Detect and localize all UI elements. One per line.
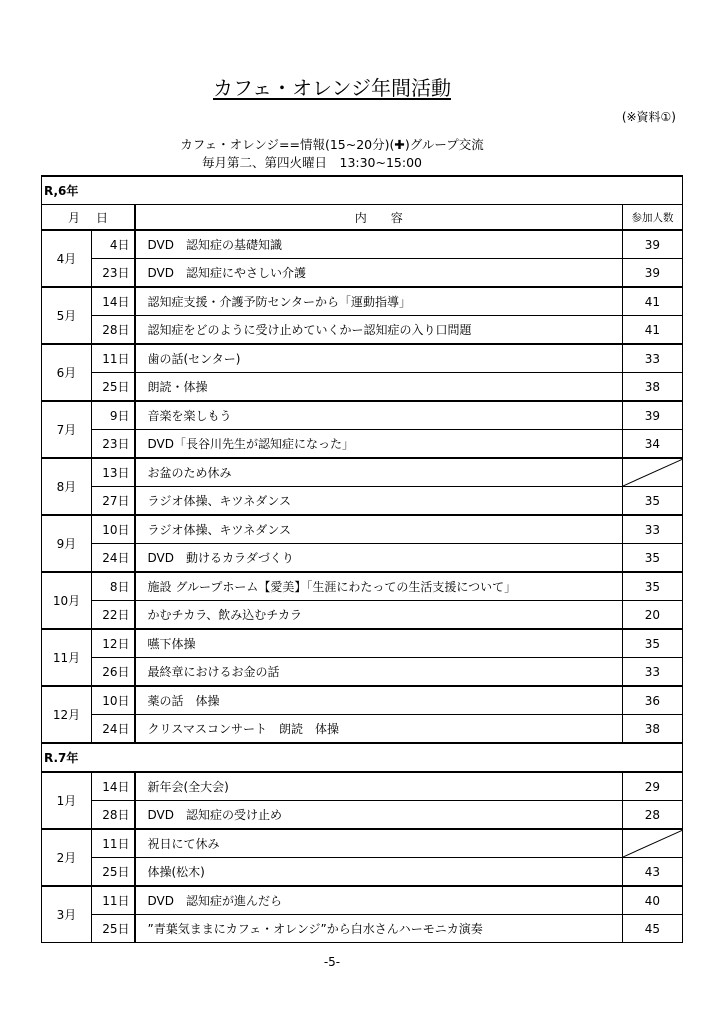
table-row xyxy=(42,572,683,601)
content-cell: 朗読・体操 xyxy=(135,373,623,402)
content-cell: DVD「長谷川先生が認知症になった」 xyxy=(135,430,623,459)
era-row-r6 xyxy=(42,176,683,205)
content-cell: 音楽を楽しもう xyxy=(135,401,623,430)
count-cell: 39 xyxy=(623,230,683,259)
day-cell: 24日 xyxy=(92,544,135,573)
table-row xyxy=(42,287,683,316)
content-cell: ラジオ体操、キツネダンス xyxy=(135,487,623,516)
day-cell: 11日 xyxy=(92,886,135,915)
month-cell: 8月 xyxy=(42,458,92,515)
count-cell: 38 xyxy=(623,373,683,402)
table-row xyxy=(42,515,683,544)
content-cell: 施設 グループホーム【愛美】「生涯にわたっての生活支援について」 xyxy=(135,572,623,601)
day-cell: 8日 xyxy=(92,572,135,601)
era-label: R,6年 xyxy=(42,176,683,205)
content-cell: 歯の話(センター) xyxy=(135,344,623,373)
day-cell: 14日 xyxy=(92,287,135,316)
count-cell: 40 xyxy=(623,886,683,915)
table-row xyxy=(42,316,683,345)
content-cell: お盆のため休み xyxy=(135,458,623,487)
day-cell: 24日 xyxy=(92,715,135,744)
table-row xyxy=(42,915,683,943)
no-count-cell xyxy=(623,458,683,487)
program-description: カフェ・オレンジ==情報(15~20分)(✚)グループ交流 xyxy=(180,137,484,152)
table-row xyxy=(42,686,683,715)
count-cell: 29 xyxy=(623,772,683,801)
month-cell: 7月 xyxy=(42,401,92,458)
month-cell: 11月 xyxy=(42,629,92,686)
count-cell: 35 xyxy=(623,544,683,573)
count-cell: 41 xyxy=(623,287,683,316)
table-row xyxy=(42,344,683,373)
count-cell: 36 xyxy=(623,686,683,715)
count-cell: 20 xyxy=(623,601,683,630)
table-row xyxy=(42,544,683,573)
month-cell: 9月 xyxy=(42,515,92,572)
table-row xyxy=(42,801,683,830)
content-cell: DVD 認知症の受け止め xyxy=(135,801,623,830)
count-cell: 35 xyxy=(623,487,683,516)
content-cell: ラジオ体操、キツネダンス xyxy=(135,515,623,544)
count-cell: 43 xyxy=(623,858,683,887)
content-cell: 認知症支援・介護予防センターから「運動指導」 xyxy=(135,287,623,316)
era-row-r7 xyxy=(42,743,683,772)
table-row xyxy=(42,230,683,259)
count-cell: 34 xyxy=(623,430,683,459)
content-cell: 最終章におけるお金の話 xyxy=(135,658,623,687)
header-content: 内 容 xyxy=(135,205,623,231)
page-number: -5- xyxy=(323,955,341,969)
activity-table xyxy=(41,175,683,943)
content-cell: ”青葉気ままにカフェ・オレンジ”から白水さんハーモニカ演奏 xyxy=(135,915,623,943)
month-cell: 1月 xyxy=(42,772,92,829)
month-cell: 12月 xyxy=(42,686,92,743)
content-cell: かむチカラ、飲み込むチカラ xyxy=(135,601,623,630)
content-cell: DVD 認知症にやさしい介護 xyxy=(135,259,623,288)
activity-table-body xyxy=(42,176,683,943)
month-cell: 10月 xyxy=(42,572,92,629)
count-cell: 39 xyxy=(623,401,683,430)
count-cell: 41 xyxy=(623,316,683,345)
diagonal-slash-icon xyxy=(623,459,683,486)
day-cell: 25日 xyxy=(92,858,135,887)
day-cell: 4日 xyxy=(92,230,135,259)
day-cell: 22日 xyxy=(92,601,135,630)
content-cell: 薬の話 体操 xyxy=(135,686,623,715)
day-cell: 9日 xyxy=(92,401,135,430)
month-cell: 2月 xyxy=(42,829,92,886)
day-cell: 12日 xyxy=(92,629,135,658)
day-cell: 10日 xyxy=(92,515,135,544)
table-row xyxy=(42,886,683,915)
era-label: R.7年 xyxy=(42,743,683,772)
day-cell: 10日 xyxy=(92,686,135,715)
header-count: 参加人数 xyxy=(623,205,683,231)
content-cell: DVD 認知症の基礎知識 xyxy=(135,230,623,259)
table-row xyxy=(42,430,683,459)
day-cell: 13日 xyxy=(92,458,135,487)
table-row xyxy=(42,658,683,687)
day-cell: 25日 xyxy=(92,915,135,943)
table-row xyxy=(42,487,683,516)
count-cell: 28 xyxy=(623,801,683,830)
day-cell: 27日 xyxy=(92,487,135,516)
table-row xyxy=(42,601,683,630)
day-cell: 14日 xyxy=(92,772,135,801)
content-cell: 新年会(全大会) xyxy=(135,772,623,801)
table-header xyxy=(42,205,683,231)
reference-note: (※資料①) xyxy=(621,110,676,124)
count-cell: 33 xyxy=(623,344,683,373)
day-cell: 28日 xyxy=(92,801,135,830)
count-cell: 33 xyxy=(623,515,683,544)
content-cell: DVD 動けるカラダづくり xyxy=(135,544,623,573)
table-row xyxy=(42,858,683,887)
schedule-description: 毎月第二、第四火曜日 13:30~15:00 xyxy=(201,155,423,170)
count-cell: 39 xyxy=(623,259,683,288)
count-cell: 38 xyxy=(623,715,683,744)
table-row xyxy=(42,829,683,858)
content-cell: 体操(松木) xyxy=(135,858,623,887)
header-month-day: 月 日 xyxy=(42,205,135,231)
count-cell: 35 xyxy=(623,629,683,658)
day-cell: 23日 xyxy=(92,259,135,288)
month-cell: 4月 xyxy=(42,230,92,287)
content-cell: DVD 認知症が進んだら xyxy=(135,886,623,915)
day-cell: 26日 xyxy=(92,658,135,687)
diagonal-slash-icon xyxy=(623,830,683,857)
day-cell: 11日 xyxy=(92,829,135,858)
month-cell: 6月 xyxy=(42,344,92,401)
content-cell: 祝日にて休み xyxy=(135,829,623,858)
table-row xyxy=(42,772,683,801)
table-row xyxy=(42,373,683,402)
day-cell: 23日 xyxy=(92,430,135,459)
table-row xyxy=(42,715,683,744)
day-cell: 25日 xyxy=(92,373,135,402)
table-row xyxy=(42,458,683,487)
count-cell: 45 xyxy=(623,915,683,943)
no-count-cell xyxy=(623,829,683,858)
count-cell: 33 xyxy=(623,658,683,687)
month-cell: 5月 xyxy=(42,287,92,344)
day-cell: 11日 xyxy=(92,344,135,373)
day-cell: 28日 xyxy=(92,316,135,345)
content-cell: クリスマスコンサート 朗読 体操 xyxy=(135,715,623,744)
month-cell: 3月 xyxy=(42,886,92,943)
table-row xyxy=(42,259,683,288)
table-row xyxy=(42,629,683,658)
table-row xyxy=(42,401,683,430)
document-title: カフェ・オレンジ年間活動 xyxy=(213,76,451,100)
content-cell: 認知症をどのように受け止めていくかー認知症の入り口問題 xyxy=(135,316,623,345)
count-cell: 35 xyxy=(623,572,683,601)
content-cell: 嚥下体操 xyxy=(135,629,623,658)
